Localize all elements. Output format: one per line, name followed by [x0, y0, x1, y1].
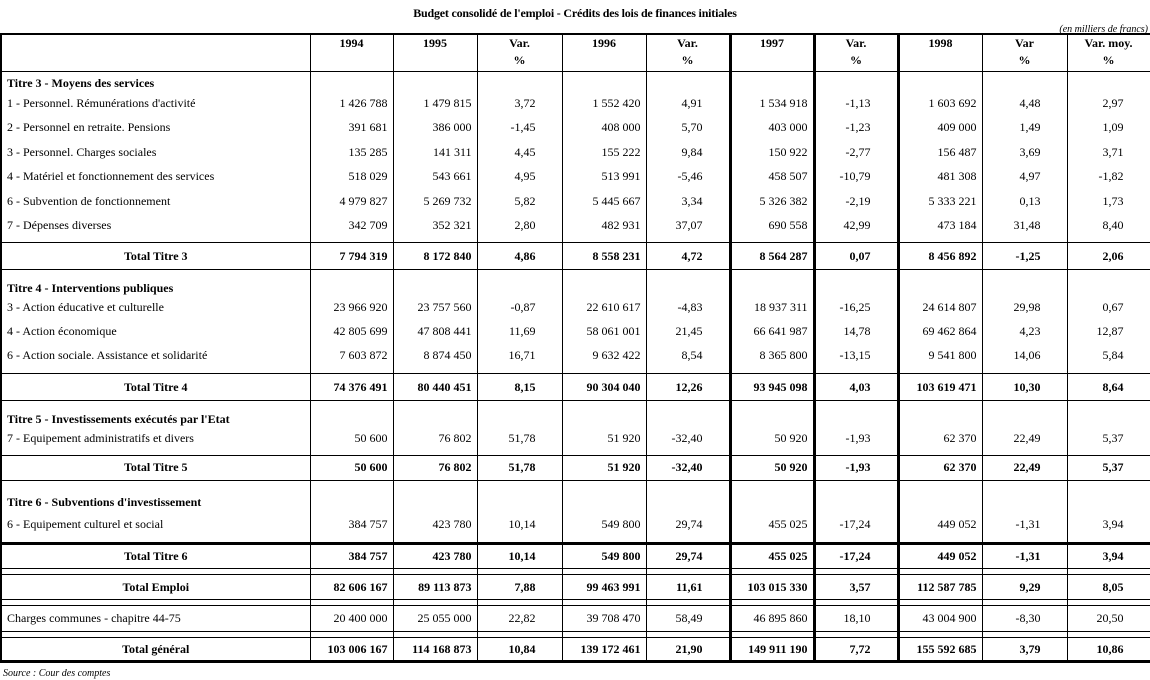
table-row [1, 189, 1150, 214]
cell-value: 93 945 098 [730, 374, 814, 401]
cell-value: -1,23 [814, 116, 898, 141]
total-row [1, 544, 1150, 569]
cell-value: 74 376 491 [310, 374, 393, 401]
column-header-line2: % [681, 53, 694, 67]
cell-value: -2,19 [814, 189, 898, 214]
cell-value: 42 805 699 [310, 320, 393, 344]
column-header-line1: Var [1015, 36, 1034, 50]
table-row [1, 91, 1150, 116]
cell-value: 103 619 471 [898, 374, 982, 401]
cell-value: 20,50 [1067, 606, 1150, 632]
cell-value: -16,25 [814, 296, 898, 320]
header-row [1, 34, 1150, 71]
row-label: 7 - Equipement administratifs et divers [1, 427, 310, 451]
cell-value: 384 757 [310, 544, 393, 569]
cell-value: -8,30 [982, 606, 1067, 632]
empty-cell [814, 71, 898, 91]
cell-value: 11,69 [477, 320, 562, 344]
cell-value: -1,45 [477, 116, 562, 141]
cell-value: 1,73 [1067, 189, 1150, 214]
cell-value: 473 184 [898, 214, 982, 239]
empty-cell [310, 401, 393, 427]
cell-value: -5,46 [646, 165, 730, 190]
cell-value: 4,23 [982, 320, 1067, 344]
cell-value: -1,31 [982, 544, 1067, 569]
column-header [477, 34, 562, 71]
cell-value: 1 479 815 [393, 91, 477, 116]
cell-value: 1 534 918 [730, 91, 814, 116]
row-label: 6 - Equipement culturel et social [1, 510, 310, 538]
cell-value: 155 222 [562, 140, 646, 165]
cell-value: 481 308 [898, 165, 982, 190]
cell-value: 8 456 892 [898, 243, 982, 270]
row-label: 4 - Matériel et fonctionnement des services [1, 165, 310, 190]
cell-value: 5 269 732 [393, 189, 477, 214]
cell-value: -1,93 [814, 455, 898, 480]
row-label: Total Titre 3 [1, 243, 310, 270]
cell-value: 10,86 [1067, 638, 1150, 662]
cell-value: 99 463 991 [562, 575, 646, 600]
cell-value: 449 052 [898, 510, 982, 538]
column-header-line1: Var. [677, 36, 698, 50]
section-heading: Titre 3 - Moyens des services [1, 71, 310, 91]
table-row [1, 140, 1150, 165]
empty-cell [646, 480, 730, 510]
section-heading: Titre 4 - Interventions publiques [1, 270, 310, 296]
table-row [1, 116, 1150, 141]
cell-value: 22,82 [477, 606, 562, 632]
cell-value: 47 808 441 [393, 320, 477, 344]
cell-value: 8 564 287 [730, 243, 814, 270]
empty-cell [898, 71, 982, 91]
cell-value: 342 709 [310, 214, 393, 239]
cell-value: 8,54 [646, 344, 730, 368]
cell-value: 9 541 800 [898, 344, 982, 368]
column-header [646, 34, 730, 71]
cell-value: -10,79 [814, 165, 898, 190]
row-label: Charges communes - chapitre 44-75 [1, 606, 310, 632]
cell-value: 8 874 450 [393, 344, 477, 368]
empty-cell [562, 480, 646, 510]
table-row [1, 214, 1150, 239]
empty-cell [393, 270, 477, 296]
cell-value: 18 937 311 [730, 296, 814, 320]
cell-value: 4,72 [646, 243, 730, 270]
table-row [1, 320, 1150, 344]
row-label: 6 - Subvention de fonctionnement [1, 189, 310, 214]
row-label: Total Emploi [1, 575, 310, 600]
cell-value: 29,74 [646, 510, 730, 538]
empty-cell [814, 480, 898, 510]
cell-value: 21,90 [646, 638, 730, 662]
cell-value: 0,07 [814, 243, 898, 270]
empty-cell [562, 270, 646, 296]
cell-value: 403 000 [730, 116, 814, 141]
column-header-line2: % [850, 53, 862, 67]
cell-value: 7,88 [477, 575, 562, 600]
cell-value: 5 333 221 [898, 189, 982, 214]
cell-value: 58,49 [646, 606, 730, 632]
column-header-line1: Var. moy. [1084, 36, 1133, 50]
cell-value: 4,95 [477, 165, 562, 190]
cell-value: 513 991 [562, 165, 646, 190]
cell-value: 4,91 [646, 91, 730, 116]
cell-value: 112 587 785 [898, 575, 982, 600]
cell-value: 141 311 [393, 140, 477, 165]
cell-value: 5 445 667 [562, 189, 646, 214]
cell-value: 114 168 873 [393, 638, 477, 662]
empty-cell [898, 480, 982, 510]
cell-value: 384 757 [310, 510, 393, 538]
cell-value: 408 000 [562, 116, 646, 141]
empty-cell [477, 270, 562, 296]
cell-value: -1,93 [814, 427, 898, 451]
table-row [1, 344, 1150, 368]
section-heading-row [1, 71, 1150, 91]
cell-value: 3,34 [646, 189, 730, 214]
source-note: Source : Cour des comptes [3, 668, 111, 679]
cell-value: 69 462 864 [898, 320, 982, 344]
table-body [1, 71, 1150, 662]
cell-value: 10,84 [477, 638, 562, 662]
cell-value: 22,49 [982, 455, 1067, 480]
cell-value: 4,03 [814, 374, 898, 401]
cell-value: 150 922 [730, 140, 814, 165]
cell-value: 386 000 [393, 116, 477, 141]
cell-value: 9,29 [982, 575, 1067, 600]
empty-cell [646, 270, 730, 296]
cell-value: 76 802 [393, 455, 477, 480]
cell-value: 1 603 692 [898, 91, 982, 116]
cell-value: 50 920 [730, 455, 814, 480]
cell-value: 3,69 [982, 140, 1067, 165]
cell-value: 423 780 [393, 544, 477, 569]
cell-value: 455 025 [730, 544, 814, 569]
empty-cell [982, 480, 1067, 510]
empty-cell [898, 401, 982, 427]
column-header-line1: 1998 [928, 36, 953, 50]
column-header-line2: % [1102, 53, 1115, 67]
empty-cell [982, 270, 1067, 296]
empty-cell [646, 401, 730, 427]
cell-value: 5,37 [1067, 455, 1150, 480]
empty-cell [393, 480, 477, 510]
cell-value: 76 802 [393, 427, 477, 451]
cell-value: 90 304 040 [562, 374, 646, 401]
cell-value: 103 006 167 [310, 638, 393, 662]
row-label: Total Titre 5 [1, 455, 310, 480]
cell-value: 549 800 [562, 544, 646, 569]
cell-value: 3,71 [1067, 140, 1150, 165]
cell-value: 58 061 001 [562, 320, 646, 344]
cell-value: 139 172 461 [562, 638, 646, 662]
cell-value: 455 025 [730, 510, 814, 538]
cell-value: -1,31 [982, 510, 1067, 538]
cell-value: 22 610 617 [562, 296, 646, 320]
cell-value: 7 603 872 [310, 344, 393, 368]
column-header-line1: 1997 [760, 36, 784, 50]
cell-value: 12,26 [646, 374, 730, 401]
row-label: 6 - Action sociale. Assistance et solidarité [1, 344, 310, 368]
cell-value: 24 614 807 [898, 296, 982, 320]
empty-cell [477, 480, 562, 510]
section-heading-row [1, 480, 1150, 510]
cell-value: 549 800 [562, 510, 646, 538]
section-heading-row [1, 270, 1150, 296]
table-row [1, 296, 1150, 320]
cell-value: 20 400 000 [310, 606, 393, 632]
budget-table [0, 33, 1150, 663]
cell-value: 4 979 827 [310, 189, 393, 214]
row-label: 2 - Personnel en retraite. Pensions [1, 116, 310, 141]
empty-cell [814, 270, 898, 296]
section-heading-row [1, 401, 1150, 427]
cell-value: 4,86 [477, 243, 562, 270]
cell-value: 3,57 [814, 575, 898, 600]
total-row [1, 243, 1150, 270]
empty-cell [730, 480, 814, 510]
column-header [898, 34, 982, 71]
empty-cell [1067, 401, 1150, 427]
empty-cell [1067, 71, 1150, 91]
cell-value: 4,45 [477, 140, 562, 165]
row-label: Total Titre 6 [1, 544, 310, 569]
total-row [1, 374, 1150, 401]
empty-cell [730, 401, 814, 427]
cell-value: 21,45 [646, 320, 730, 344]
cell-value: 0,13 [982, 189, 1067, 214]
cell-value: 543 661 [393, 165, 477, 190]
table-row [1, 427, 1150, 451]
table-row [1, 510, 1150, 538]
charges-communes-row [1, 606, 1150, 632]
cell-value: 352 321 [393, 214, 477, 239]
empty-cell [898, 270, 982, 296]
empty-cell [1067, 480, 1150, 510]
column-header [562, 34, 646, 71]
cell-value: 14,06 [982, 344, 1067, 368]
cell-value: 690 558 [730, 214, 814, 239]
cell-value: -17,24 [814, 510, 898, 538]
cell-value: 423 780 [393, 510, 477, 538]
cell-value: 50 600 [310, 427, 393, 451]
cell-value: 51 920 [562, 455, 646, 480]
cell-value: -17,24 [814, 544, 898, 569]
cell-value: 2,06 [1067, 243, 1150, 270]
cell-value: 2,80 [477, 214, 562, 239]
cell-value: 2,97 [1067, 91, 1150, 116]
empty-cell [982, 401, 1067, 427]
row-label: 3 - Personnel. Charges sociales [1, 140, 310, 165]
empty-cell [814, 401, 898, 427]
column-header [393, 34, 477, 71]
row-label: 7 - Dépenses diverses [1, 214, 310, 239]
column-header-line1: Var. [509, 36, 530, 50]
cell-value: 8 365 800 [730, 344, 814, 368]
cell-value: 29,74 [646, 544, 730, 569]
cell-value: -2,77 [814, 140, 898, 165]
cell-value: 5 326 382 [730, 189, 814, 214]
cell-value: 12,87 [1067, 320, 1150, 344]
cell-value: 4,48 [982, 91, 1067, 116]
cell-value: 5,84 [1067, 344, 1150, 368]
cell-value: 46 895 860 [730, 606, 814, 632]
cell-value: 43 004 900 [898, 606, 982, 632]
column-header-line2: % [1018, 53, 1031, 67]
cell-value: 89 113 873 [393, 575, 477, 600]
empty-cell [562, 71, 646, 91]
cell-value: 25 055 000 [393, 606, 477, 632]
cell-value: 16,71 [477, 344, 562, 368]
cell-value: 5,70 [646, 116, 730, 141]
unit-note: (en milliers de francs) [1059, 24, 1148, 35]
cell-value: 1 426 788 [310, 91, 393, 116]
total-emploi-row [1, 575, 1150, 600]
cell-value: 103 015 330 [730, 575, 814, 600]
total-general-row [1, 638, 1150, 662]
cell-value: -4,83 [646, 296, 730, 320]
cell-value: -1,25 [982, 243, 1067, 270]
column-header [730, 34, 814, 71]
cell-value: 156 487 [898, 140, 982, 165]
empty-cell [562, 401, 646, 427]
cell-value: -1,82 [1067, 165, 1150, 190]
cell-value: 11,61 [646, 575, 730, 600]
row-label: Total Titre 4 [1, 374, 310, 401]
cell-value: 7 794 319 [310, 243, 393, 270]
cell-value: 18,10 [814, 606, 898, 632]
empty-cell [1067, 270, 1150, 296]
cell-value: 31,48 [982, 214, 1067, 239]
empty-cell [982, 71, 1067, 91]
cell-value: 37,07 [646, 214, 730, 239]
column-header [1067, 34, 1150, 71]
cell-value: 51,78 [477, 427, 562, 451]
empty-cell [310, 480, 393, 510]
cell-value: -13,15 [814, 344, 898, 368]
cell-value: 482 931 [562, 214, 646, 239]
empty-cell [477, 71, 562, 91]
cell-value: 14,78 [814, 320, 898, 344]
document-title: Budget consolidé de l'emploi - Crédits des lois de finances initiales [413, 6, 737, 20]
empty-cell [310, 71, 393, 91]
cell-value: 8 172 840 [393, 243, 477, 270]
cell-value: 22,49 [982, 427, 1067, 451]
cell-value: 1,49 [982, 116, 1067, 141]
cell-value: 51,78 [477, 455, 562, 480]
row-label: 3 - Action éducative et culturelle [1, 296, 310, 320]
cell-value: 149 911 190 [730, 638, 814, 662]
cell-value: 10,14 [477, 510, 562, 538]
cell-value: 3,94 [1067, 510, 1150, 538]
cell-value: 155 592 685 [898, 638, 982, 662]
cell-value: 3,72 [477, 91, 562, 116]
column-header-line1: 1996 [592, 36, 616, 50]
cell-value: 458 507 [730, 165, 814, 190]
cell-value: 42,99 [814, 214, 898, 239]
empty-cell [730, 71, 814, 91]
cell-value: 82 606 167 [310, 575, 393, 600]
column-header-line2: % [513, 53, 526, 67]
cell-value: 518 029 [310, 165, 393, 190]
cell-value: 135 285 [310, 140, 393, 165]
cell-value: 10,30 [982, 374, 1067, 401]
section-heading: Titre 5 - Investissements exécutés par l'Etat [1, 401, 310, 427]
column-header-line1: 1994 [339, 36, 364, 50]
column-header [310, 34, 393, 71]
empty-cell [646, 71, 730, 91]
cell-value: 8,40 [1067, 214, 1150, 239]
cell-value: 9,84 [646, 140, 730, 165]
cell-value: 391 681 [310, 116, 393, 141]
cell-value: 449 052 [898, 544, 982, 569]
cell-value: 23 757 560 [393, 296, 477, 320]
empty-cell [393, 401, 477, 427]
total-row [1, 455, 1150, 480]
cell-value: 5,82 [477, 189, 562, 214]
empty-cell [393, 71, 477, 91]
cell-value: 3,79 [982, 638, 1067, 662]
table-row [1, 165, 1150, 190]
cell-value: 1 552 420 [562, 91, 646, 116]
cell-value: 1,09 [1067, 116, 1150, 141]
column-header [814, 34, 898, 71]
cell-value: 8,64 [1067, 374, 1150, 401]
cell-value: -32,40 [646, 455, 730, 480]
cell-value: 62 370 [898, 455, 982, 480]
cell-value: 8 558 231 [562, 243, 646, 270]
cell-value: 5,37 [1067, 427, 1150, 451]
cell-value: 0,67 [1067, 296, 1150, 320]
cell-value: 9 632 422 [562, 344, 646, 368]
cell-value: 50 920 [730, 427, 814, 451]
column-header [982, 34, 1067, 71]
column-header-line1: Var. [845, 36, 867, 50]
cell-value: 4,97 [982, 165, 1067, 190]
row-label: Total général [1, 638, 310, 662]
section-heading: Titre 6 - Subventions d'investissement [1, 480, 310, 510]
cell-value: 62 370 [898, 427, 982, 451]
empty-cell [730, 270, 814, 296]
cell-value: 409 000 [898, 116, 982, 141]
row-label: 4 - Action économique [1, 320, 310, 344]
cell-value: 8,05 [1067, 575, 1150, 600]
cell-value: 23 966 920 [310, 296, 393, 320]
empty-cell [310, 270, 393, 296]
cell-value: 39 708 470 [562, 606, 646, 632]
cell-value: -0,87 [477, 296, 562, 320]
empty-cell [477, 401, 562, 427]
cell-value: 3,94 [1067, 544, 1150, 569]
cell-value: 80 440 451 [393, 374, 477, 401]
cell-value: 10,14 [477, 544, 562, 569]
cell-value: 29,98 [982, 296, 1067, 320]
column-header-line1: 1995 [423, 36, 447, 50]
cell-value: -32,40 [646, 427, 730, 451]
cell-value: 8,15 [477, 374, 562, 401]
row-label: 1 - Personnel. Rémunérations d'activité [1, 91, 310, 116]
cell-value: 66 641 987 [730, 320, 814, 344]
header-blank [1, 34, 310, 71]
cell-value: 7,72 [814, 638, 898, 662]
cell-value: 51 920 [562, 427, 646, 451]
cell-value: 50 600 [310, 455, 393, 480]
cell-value: -1,13 [814, 91, 898, 116]
